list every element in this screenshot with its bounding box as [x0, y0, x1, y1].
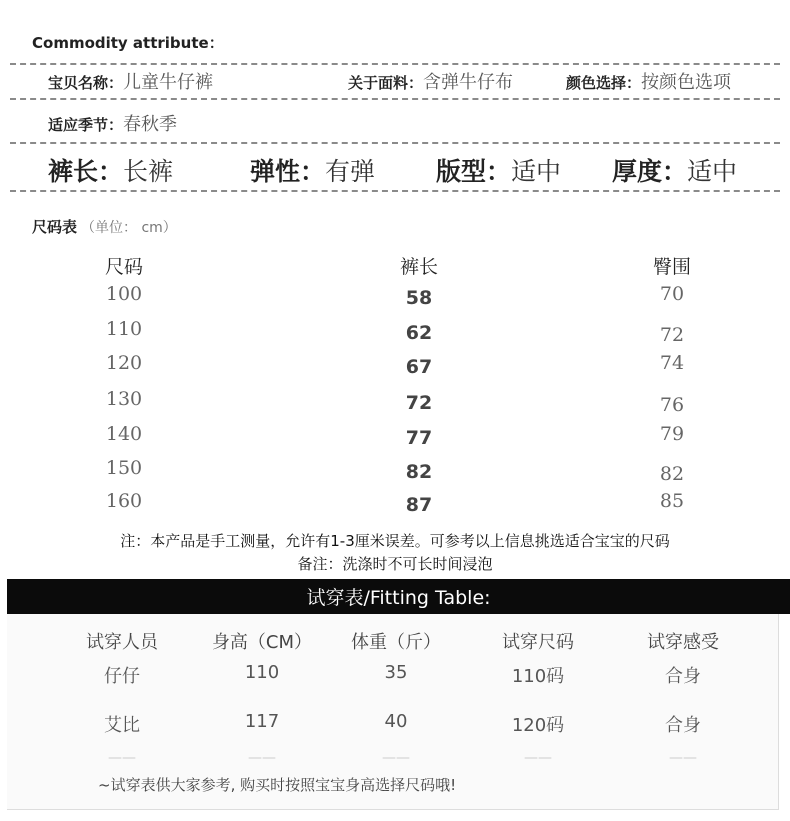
- size-cell-size: 120: [105, 352, 143, 374]
- fitting-cell-height: 117: [244, 711, 280, 732]
- size-cell-hip: 79: [659, 423, 685, 445]
- spec-key: 裤长：: [48, 157, 124, 186]
- fitting-cell-person: ——: [108, 750, 136, 766]
- fitting-title-bar: [7, 579, 790, 614]
- note-washing: 备注：洗涤时不可长时间浸泡: [297, 555, 493, 573]
- size-cell-hip: 74: [659, 352, 685, 374]
- size-cell-length: 87: [405, 494, 433, 516]
- attr-name: [48, 68, 213, 94]
- fitting-header-person: 试穿人员: [86, 632, 158, 653]
- fitting-cell-weight: 40: [384, 711, 408, 732]
- spec-key: 厚度：: [612, 157, 688, 186]
- fitting-cell-person: 仔仔: [104, 666, 140, 687]
- attr-key: 关于面料：: [348, 74, 424, 92]
- size-table-label: 尺码表: [32, 218, 78, 236]
- attr-value: 按颜色选项: [641, 72, 732, 93]
- size-cell-length: 58: [405, 287, 433, 309]
- size-cell-hip: 82: [659, 463, 685, 485]
- attributes-title: Commodity attribute：: [32, 34, 224, 52]
- fitting-cell-weight: ——: [382, 750, 410, 766]
- attr-key: 宝贝名称：: [48, 74, 124, 92]
- size-cell-size: 110: [105, 318, 143, 340]
- note-measurement: 注：本产品是手工测量，允许有1-3厘米误差。可参考以上信息挑选适合宝宝的尺码: [120, 532, 670, 550]
- fitting-cell-size: ——: [524, 750, 552, 766]
- size-cell-size: 100: [105, 283, 143, 305]
- size-table-title: [32, 216, 177, 237]
- fitting-header-feel: 试穿感受: [647, 632, 719, 653]
- fitting-cell-size: 110码: [511, 666, 565, 687]
- size-header-size: 尺码: [104, 256, 143, 278]
- fitting-header-weight: 体重（斤）: [351, 632, 441, 653]
- size-cell-length: 77: [405, 427, 433, 449]
- attr-key: 颜色选择：: [566, 74, 642, 92]
- fitting-cell-feel: ——: [669, 750, 697, 766]
- attr-season: [48, 110, 177, 136]
- attr-color: [566, 68, 731, 94]
- fitting-header-size: 试穿尺码: [502, 632, 574, 653]
- attr-value: 儿童牛仔裤: [123, 72, 214, 93]
- fitting-header-height: 身高（CM）: [211, 632, 313, 653]
- spec-length: [48, 152, 173, 188]
- fitting-cell-height: 110: [244, 662, 280, 683]
- fitting-cell-height: ——: [248, 750, 276, 766]
- fitting-cell-weight: 35: [384, 662, 408, 683]
- spec-key: 版型：: [436, 157, 512, 186]
- size-table-unit: （单位： cm）: [81, 220, 177, 236]
- spec-value: 适中: [511, 157, 562, 186]
- divider: [10, 63, 780, 65]
- spec-value: 长裤: [123, 157, 174, 186]
- spec-key: 弹性：: [250, 157, 326, 186]
- attr-value: 含弹牛仔布: [423, 72, 514, 93]
- attr-value: 春秋季: [123, 114, 178, 135]
- size-cell-length: 82: [405, 461, 433, 483]
- divider: [10, 98, 780, 100]
- fitting-cell-feel: 合身: [665, 666, 701, 687]
- size-cell-length: 62: [405, 322, 433, 344]
- fitting-footer: ~试穿表供大家参考, 购买时按照宝宝身高选择尺码哦!: [98, 776, 457, 794]
- attr-fabric: [348, 68, 513, 94]
- size-cell-length: 72: [405, 392, 433, 414]
- size-header-hip: 臀围: [652, 256, 691, 278]
- spec-value: 适中: [687, 157, 738, 186]
- size-cell-length: 67: [405, 356, 433, 378]
- size-cell-hip: 72: [659, 324, 685, 346]
- size-cell-size: 140: [105, 423, 143, 445]
- size-cell-size: 160: [105, 490, 143, 512]
- size-cell-hip: 70: [659, 283, 685, 305]
- fitting-cell-person: 艾比: [104, 715, 140, 736]
- spec-elastic: [250, 152, 375, 188]
- attr-key: 适应季节：: [48, 116, 124, 134]
- size-cell-hip: 85: [659, 490, 685, 512]
- divider: [10, 190, 780, 192]
- spec-fit: [436, 152, 561, 188]
- size-cell-size: 150: [105, 457, 143, 479]
- divider: [10, 142, 780, 144]
- size-cell-hip: 76: [659, 394, 685, 416]
- fitting-cell-size: 120码: [511, 715, 565, 736]
- spec-thickness: [612, 152, 737, 188]
- size-cell-size: 130: [105, 388, 143, 410]
- fitting-cell-feel: 合身: [665, 715, 701, 736]
- size-header-length: 裤长: [399, 256, 438, 278]
- fitting-title: 试穿表/Fitting Table:: [306, 587, 491, 609]
- spec-value: 有弹: [325, 157, 376, 186]
